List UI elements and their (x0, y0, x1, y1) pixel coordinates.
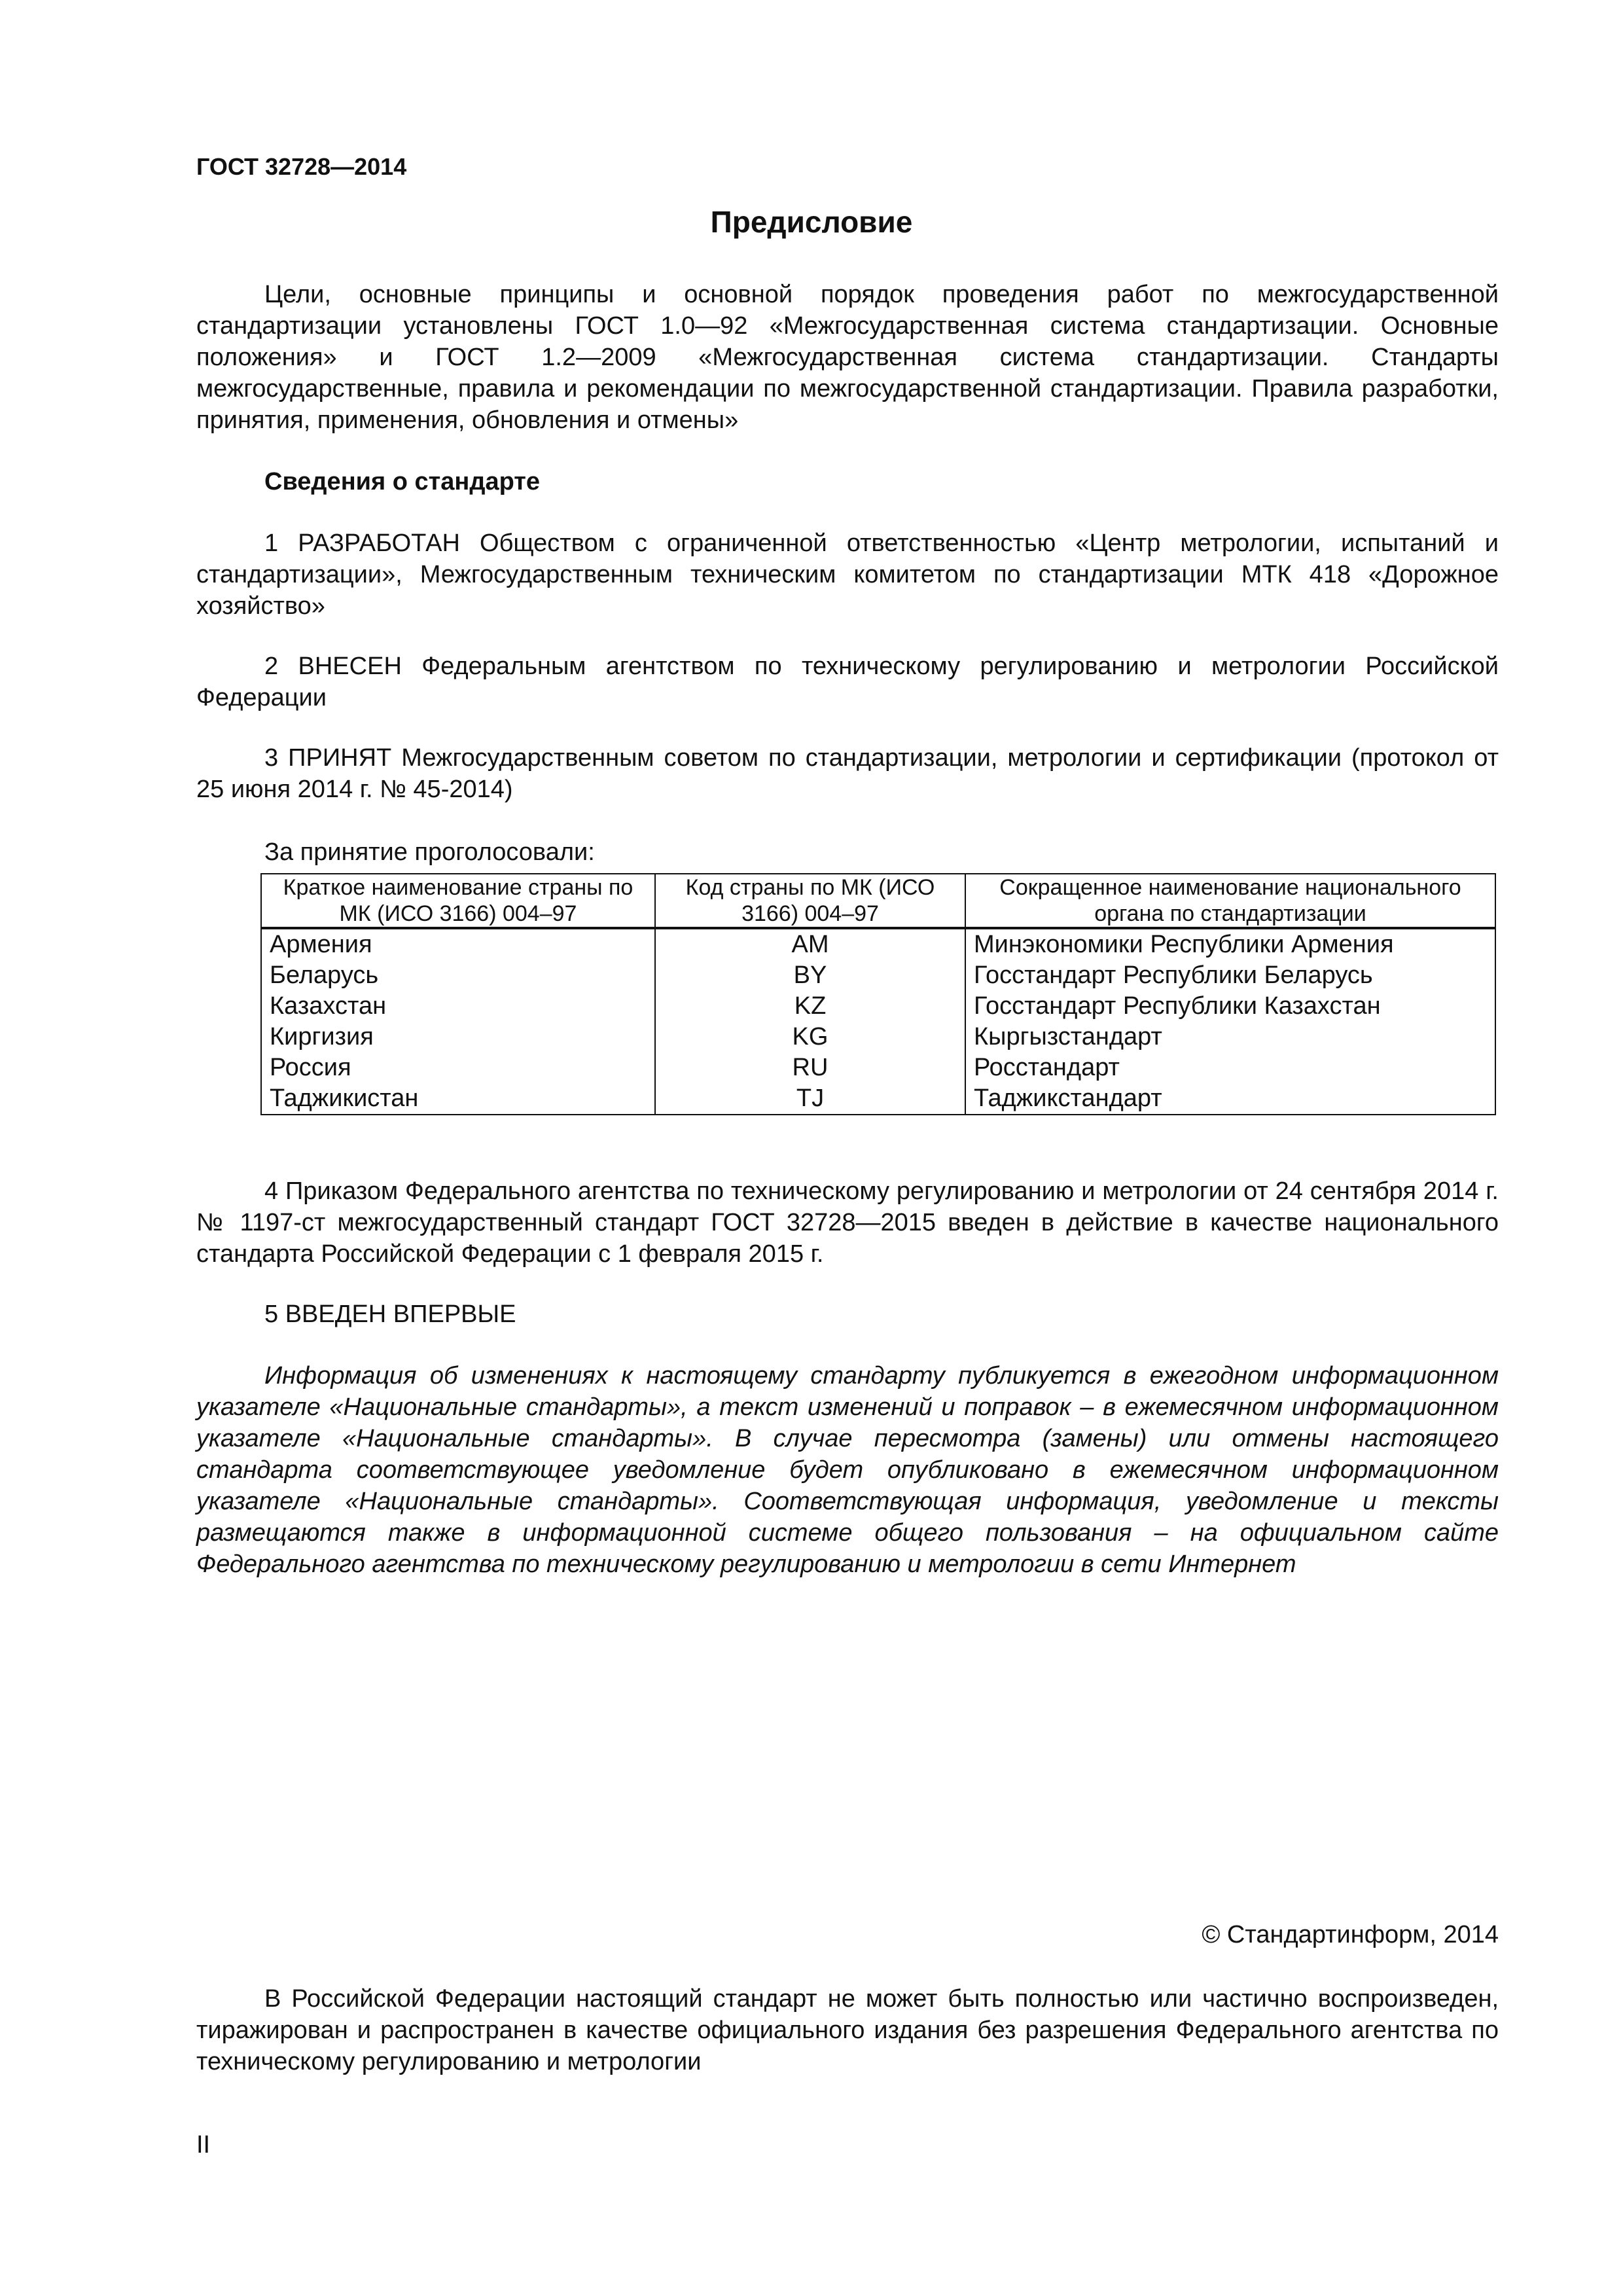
header-code: Код страны по МК (ИСО 3166) 004–97 (655, 874, 965, 928)
item-5-line: 5 ВВЕДЕН ВПЕРВЫЕ (264, 1300, 516, 1328)
item-4-paragraph: 4 Приказом Федерального агентства по техническому регулированию и метрологии от 24 сентября 2014 г. № 1197-ст межгосударственный стандарт ГОСТ 32728—2015 введен в действие в качестве национального стандарта Российской Федерации с 1 февраля 2015 г. (196, 1177, 1499, 1268)
header-body: Сокращенное наименование национального органа по стандартизации (965, 874, 1495, 928)
country-cell: Киргизия (261, 1022, 655, 1052)
code-cell: KG (655, 1022, 965, 1052)
body-cell: Таджикстандарт (965, 1083, 1495, 1115)
country-cell: Беларусь (261, 960, 655, 991)
vote-label: За принятие проголосовали: (264, 838, 595, 866)
table-row (261, 960, 1495, 991)
country-cell: Россия (261, 1052, 655, 1083)
table-header-row (261, 874, 1495, 928)
table-row (261, 1022, 1495, 1052)
code-cell: RU (655, 1052, 965, 1083)
code-cell: BY (655, 960, 965, 991)
table-row (261, 928, 1495, 960)
table-row (261, 1083, 1495, 1115)
body-cell: Госстандарт Республики Казахстан (965, 991, 1495, 1022)
vote-table (260, 873, 1496, 1115)
header-country: Краткое наименование страны по МК (ИСО 3166) 004–97 (261, 874, 655, 928)
legal-paragraph: В Российской Федерации настоящий стандарт не может быть полностью или частично воспроизведен, тиражирован и распространен в качестве официального издания без разрешения Федерального агентства по техническому регулированию и метрологии (196, 1985, 1499, 2075)
country-cell: Таджикистан (261, 1083, 655, 1115)
table-row (261, 991, 1495, 1022)
body-cell: Госстандарт Республики Беларусь (965, 960, 1495, 991)
copyright-line: © Стандартинформ, 2014 (1202, 1921, 1499, 1948)
country-cell: Казахстан (261, 991, 655, 1022)
info-note-paragraph: Информация об изменениях к настоящему стандарту публикуется в ежегодном информационном указателе «Национальные стандарты», а текст изменений и поправок – в ежемесячном информационном указателе «Национальные стандарты». В случае пересмотра (замены) или отмены настоящего стандарта соответствующее уведомление будет опубликовано в ежемесячном информационном указателе «Национальные стандарты». Соответствующая информация, уведомление и тексты размещаются также в информационной системе общего пользования – на официальном сайте Федерального агентства по техническому регулированию и метрологии в сети Интернет (196, 1362, 1499, 1578)
code-cell: KZ (655, 991, 965, 1022)
country-cell: Армения (261, 928, 655, 960)
intro-paragraph: Цели, основные принципы и основной порядок проведения работ по межгосударственной стандартизации установлены ГОСТ 1.0—92 «Межгосударственная система стандартизации. Основные положения» и ГОСТ 1.2—2009 «Межгосударственная система стандартизации. Стандарты межгосударственные, правила и рекомендации по межгосударственной стандартизации. Правила разработки, принятия, применения, обновления и отмены» (196, 281, 1499, 434)
body-cell: Росстандарт (965, 1052, 1495, 1083)
body-cell: Минэкономики Республики Армения (965, 928, 1495, 960)
table-row (261, 1052, 1495, 1083)
section-heading: Сведения о стандарте (264, 468, 541, 495)
document-code: ГОСТ 32728—2014 (196, 153, 407, 180)
item-3-paragraph: 3 ПРИНЯТ Межгосударственным советом по стандартизации, метрологии и сертификации (протокол от 25 июня 2014 г. № 45-2014) (196, 744, 1499, 803)
item-2-paragraph: 2 ВНЕСЕН Федеральным агентством по техническому регулированию и метрологии Российской Федерации (196, 653, 1499, 711)
body-cell: Кыргызстандарт (965, 1022, 1495, 1052)
page-number: II (196, 2131, 211, 2159)
page-title: Предисловие (710, 205, 913, 239)
item-1-paragraph: 1 РАЗРАБОТАН Обществом с ограниченной ответственностью «Центр метрологии, испытаний и стандартизации», Межгосударственным техническим комитетом по стандартизации МТК 418 «Дорожное хозяйство» (196, 529, 1499, 620)
code-cell: AM (655, 928, 965, 960)
code-cell: TJ (655, 1083, 965, 1115)
